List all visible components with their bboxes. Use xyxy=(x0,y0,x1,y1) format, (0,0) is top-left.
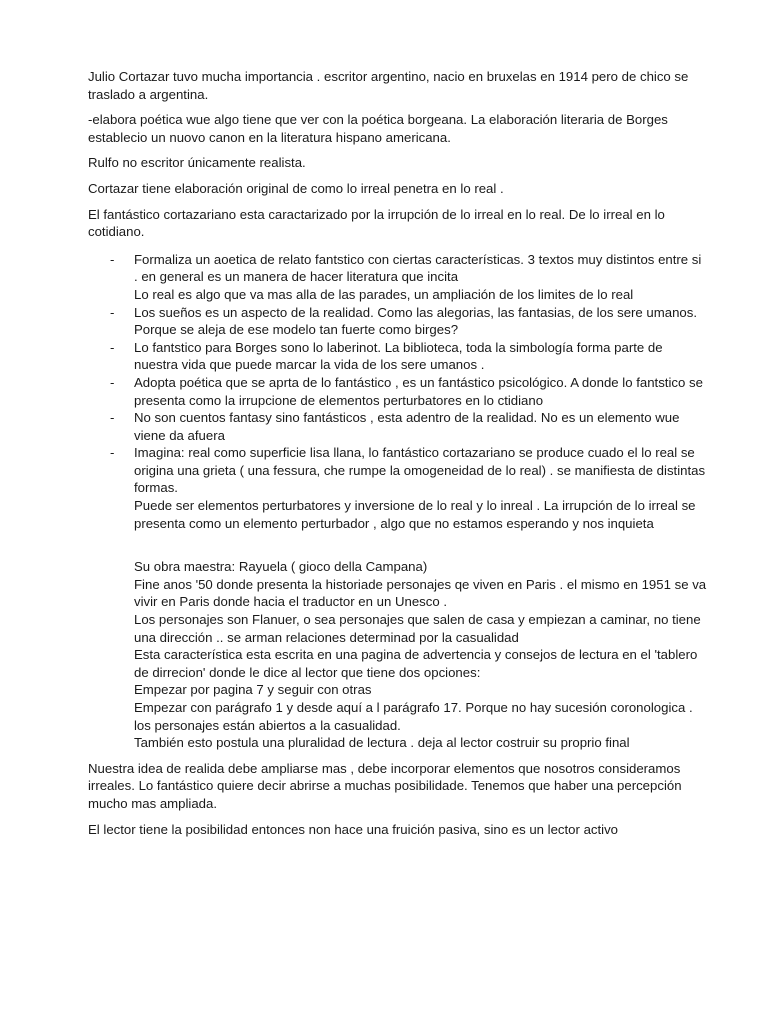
obra-heading: Su obra maestra: Rayuela ( gioco della Campana) xyxy=(134,559,428,575)
list-item-text: Imagina: real como superficie lisa llana, lo fantástico cortazariano se produce cuado el lo real se origina una grieta ( una fessura, che rumpe la omogeneidad de lo real) . se manifiesta de distintas formas. xyxy=(134,445,706,496)
paragraph-fantastico: El fantástico cortazariano esta caractarizado por la irrupción de lo irreal en lo real. De lo irreal en lo cotidiano. xyxy=(88,206,665,240)
document-page xyxy=(88,68,708,846)
obra-line: También esto postula una pluralidad de lectura . deja al lector costruir su proprio final xyxy=(134,735,630,751)
bullet-dash: - xyxy=(110,374,115,390)
paragraph-poetica: -elabora poética wue algo tiene que ver con la poética borgeana. La elaboración literaria de Borges establecio un nuovo canon en la literatura hispano americana. xyxy=(88,112,668,145)
bullet-dash: - xyxy=(110,410,115,426)
obra-line: Empezar con parágrafo 1 y desde aquí a l parágrafo 17. Porque no hay sucesión coronologica . los personajes están abiertos a la casualidad. xyxy=(134,700,693,733)
list-item xyxy=(88,339,708,374)
list-item-text: Formaliza un aoetica de relato fantstico con ciertas características. 3 textos muy distintos entre si . en general es un manera de hacer literatura que incita xyxy=(134,251,702,285)
bullet-dash: - xyxy=(110,445,115,461)
list-item xyxy=(88,251,708,304)
list-item xyxy=(88,374,708,409)
list-item xyxy=(88,409,708,444)
obra-line: Fine anos '50 donde presenta la historiade personajes qe viven en Paris . el mismo en 1951 se va vivir en Paris donde hacia el traductor en un Unesco . xyxy=(134,576,707,610)
obra-line: Esta característica esta escrita en una pagina de advertencia y consejos de lectura en el 'tablero de dirrecion' donde le dice al lector que tiene dos opciones: xyxy=(134,647,698,680)
bullet-list xyxy=(88,251,708,533)
paragraph-elaboracion: Cortazar tiene elaboración original de como lo irreal penetra en lo real . xyxy=(88,180,504,196)
paragraph-rulfo: Rulfo no escritor únicamente realista. xyxy=(88,155,306,171)
bullet-dash: - xyxy=(110,251,115,267)
list-item-text: Adopta poética que se aprta de lo fantástico , es un fantástico psicológico. A donde lo fantstico se presenta como la irrupcione de elementos perturbatores en lo ctidiano xyxy=(134,374,703,408)
obra-line: Empezar por pagina 7 y seguir con otras xyxy=(134,682,372,698)
obra-line: Los personajes son Flanuer, o sea personajes que salen de casa y empiezan a caminar, no tiene una dirección .. se arman relaciones determinad por la casualidad xyxy=(134,612,701,645)
list-item xyxy=(88,444,708,532)
obra-maestra-block xyxy=(88,558,708,752)
bullet-dash: - xyxy=(110,339,115,355)
list-item-extra: Puede ser elementos perturbatores y inversione de lo real y lo inreal . La irrupción de lo irreal se presenta como un elemento perturbador , algo que no estamos esperando y nos inquieta xyxy=(134,498,696,531)
paragraph-intro: Julio Cortazar tuvo mucha importancia . escritor argentino, nacio en bruxelas en 1914 pero de chico se traslado a argentina. xyxy=(88,69,689,102)
section-spacer xyxy=(88,532,708,558)
list-item-text: No son cuentos fantasy sino fantásticos , esta adentro de la realidad. No es un elemento wue viene da afuera xyxy=(134,410,680,443)
list-item-extra: Lo real es algo que va mas alla de las parades, un ampliación de los limites de lo real xyxy=(134,286,634,302)
paragraph-lector: El lector tiene la posibilidad entonces non hace una fruición pasiva, sino es un lector activo xyxy=(88,821,619,837)
list-item-text: Lo fantstico para Borges sono lo laberinot. La biblioteca, toda la simbología forma parte de nuestra vida que puede marcar la vida de los sere umanos . xyxy=(134,339,663,373)
bullet-dash: - xyxy=(110,304,115,320)
list-item-text: Los sueños es un aspecto de la realidad. Como las alegorias, las fantasias, de los sere umanos. Porque se aleja de ese modelo tan fuerte como birges? xyxy=(134,304,697,338)
paragraph-realidad: Nuestra idea de realida debe ampliarse mas , debe incorporar elementos que nosotros consideramos irreales. Lo fantástico quiere decir abrirse a muchas posibilidade. Tenemos que haber una percepción mucho mas ampliada. xyxy=(88,760,682,811)
list-item xyxy=(88,304,708,339)
